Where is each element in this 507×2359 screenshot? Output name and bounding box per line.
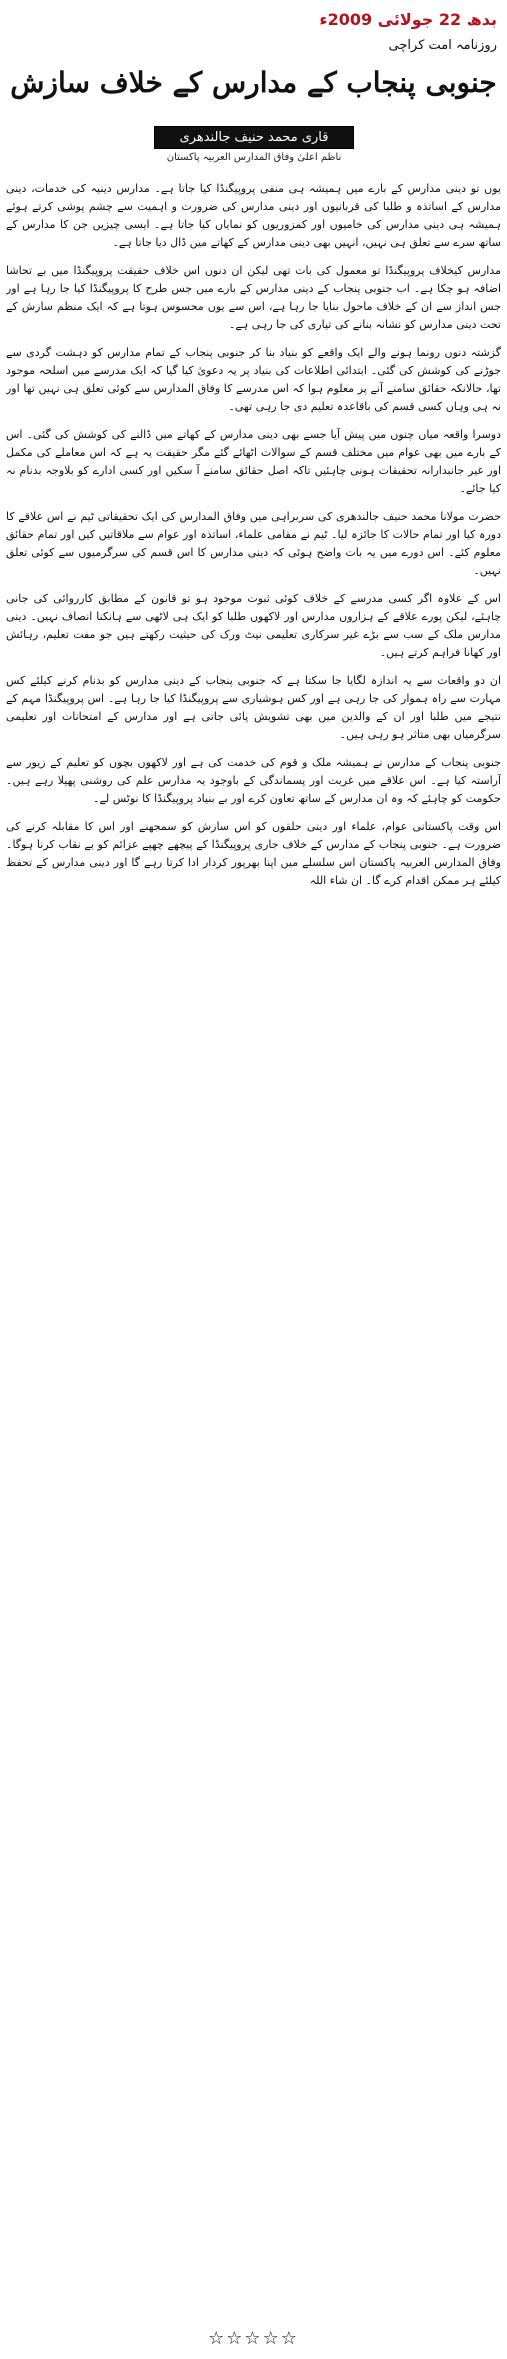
publication-date: بدھ 22 جولائی 2009ء (319, 10, 497, 29)
article-headline: جنوبی پنجاب کے مدارس کے خلاف سازش (10, 66, 497, 99)
article-paragraph: حضرت مولانا محمد حنیف جالندھری کی سربراہی میں وفاق المدارس کی ایک تحقیقاتی ٹیم نے اس علاقے کا دورہ کیا اور تمام حالات کا جائزہ لیا۔ ٹیم نے مقامی علماء، اساتذہ اور عوام سے ملاقاتیں کیں اور تمام حقائق معلوم کئے۔ اس دورے میں یہ بات واضح ہوئی کہ دینی مدارس کا اس قسم کی سرگرمیوں سے کوئی تعلق نہیں۔ (6, 510, 501, 577)
article-paragraph: اس وقت پاکستانی عوام، علماء اور دینی حلقوں کو اس سازش کو سمجھنے اور اس کا مقابلہ کرنے کی ضرورت ہے۔ جنوبی پنجاب کے مدارس کے خلاف جاری پروپیگنڈا کے پیچھے چھپے عزائم کو بے نقاب کرنا ہوگا۔ وفاق المدارس العربیہ پاکستان اس سلسلے میں اپنا بھرپور کردار ادا کرتا رہے گا اور دینی مدارس کے تحفظ کیلئے ہر ممکن اقدام کرے گا۔ ان شاء اللہ (6, 820, 501, 887)
article-paragraph: گزشتہ دنوں رونما ہونے والے ایک واقعے کو بنیاد بنا کر جنوبی پنجاب کے تمام مدارس کو دہشت گردی سے جوڑنے کی کوشش کی گئی۔ ابتدائی اطلاعات کی بنیاد پر یہ دعویٰ کیا گیا کہ ایک مدرسے میں اسلحہ موجود تھا، حالانکہ حقائق سامنے آنے پر معلوم ہوا کہ اس مدرسے کا وفاق المدارس سے کوئی تعلق ہی نہیں تھا اور نہ ہی وہاں کسی قسم کی باقاعدہ تعلیم دی جا رہی تھی۔ (6, 346, 501, 413)
end-marks: ☆☆☆☆☆ (208, 2328, 299, 2349)
article-paragraph: ان دو واقعات سے یہ اندازہ لگایا جا سکتا ہے کہ جنوبی پنجاب کے دینی مدارس کو بدنام کرنے کیلئے کس مہارت سے راہ ہموار کی جا رہی ہے اور کس ہوشیاری سے پروپیگنڈا کیا جا رہا ہے۔ اس پروپیگنڈا مہم کے نتیجے میں طلبا اور ان کے والدین میں بھی تشویش پائی جاتی ہے اور مدارس کے امتحانات اور تعلیمی سرگرمیاں بھی متاثر ہو رہی ہیں۔ (6, 674, 501, 741)
byline-box (154, 126, 354, 163)
article-paragraph: جنوبی پنجاب کے مدارس نے ہمیشہ ملک و قوم کی خدمت کی ہے اور لاکھوں بچوں کو تعلیم کے زیور سے آراستہ کیا ہے۔ اس علاقے میں غربت اور پسماندگی کے باوجود یہ مدارس علم کی روشنی پھیلا رہے ہیں۔ حکومت کو چاہئے کہ وہ ان مدارس کے ساتھ تعاون کرے اور بے بنیاد پروپیگنڈا کا نوٹس لے۔ (6, 756, 501, 805)
article-paragraph: مدارس کیخلاف پروپیگنڈا تو معمول کی بات تھی لیکن ان دنوں اس خلاف حقیقت پروپیگنڈا میں بے تحاشا اضافہ ہو چکا ہے۔ اب جنوبی پنجاب کے دینی مدارس کے بارے میں جس طرح کا پروپیگنڈا کیا جا رہا ہے اور جس انداز سے ان کے خلاف ماحول بنایا جا رہا ہے، اس سے یوں محسوس ہوتا ہے کہ ایک منظم سازش کے تحت دینی مدارس کو نشانہ بنانے کی تیاری کی جا رہی ہے۔ (6, 264, 501, 331)
author-title: ناظم اعلیٰ وفاق المدارس العربیہ پاکستان (166, 152, 342, 163)
publication-source: روزنامہ امت کراچی (388, 38, 497, 53)
article-paragraph: اس کے علاوہ اگر کسی مدرسے کے خلاف کوئی ثبوت موجود ہو تو قانون کے مطابق کارروائی کی جانی چاہئے، لیکن پورے علاقے کے ہزاروں مدارس اور لاکھوں طلبا کو ایک ہی لاٹھی سے ہانکنا انصاف نہیں۔ دینی مدارس ملک کے سب سے بڑے غیر سرکاری تعلیمی نیٹ ورک کی حیثیت رکھتے ہیں جو مفت تعلیم، رہائش اور کھانا فراہم کرتے ہیں۔ (6, 592, 501, 659)
article-paragraph: یوں تو دینی مدارس کے بارے میں ہمیشہ ہی منفی پروپیگنڈا کیا جاتا ہے۔ مدارس دینیہ کی خدمات، دینی مدارس کے اساتذہ و طلبا کی قربانیوں اور دینی مدارس کی ضرورت و اہمیت سے چشم پوشی کرتے ہوئے ہمیشہ ہی دینی مدارس کی خامیوں اور کمزوریوں کو نمایاں کیا جاتا ہے۔ ایسی چیزیں جن کا مدارس کے ساتھ سرے سے تعلق ہی نہیں، انہیں بھی دینی مدارس کے کھاتے میں ڈال دیا جاتا ہے۔ (6, 182, 501, 249)
article-paragraph: دوسرا واقعہ میاں چنوں میں پیش آیا جسے بھی دینی مدارس کے کھاتے میں ڈالنے کی کوشش کی گئی۔ اس کے بارے میں بھی عوام میں مختلف قسم کے سوالات اٹھائے گئے مگر حقیقت یہ ہے کہ اس معاملے کی مکمل اور غیر جانبدارانہ تحقیقات ہونی چاہئیں تاکہ اصل حقائق سامنے آ سکیں اور کسی ادارے کو بلاوجہ بدنام نہ کیا جائے۔ (6, 428, 501, 495)
article-body (6, 180, 501, 2315)
author-name: قاری محمد حنیف جالندھری (154, 126, 354, 149)
